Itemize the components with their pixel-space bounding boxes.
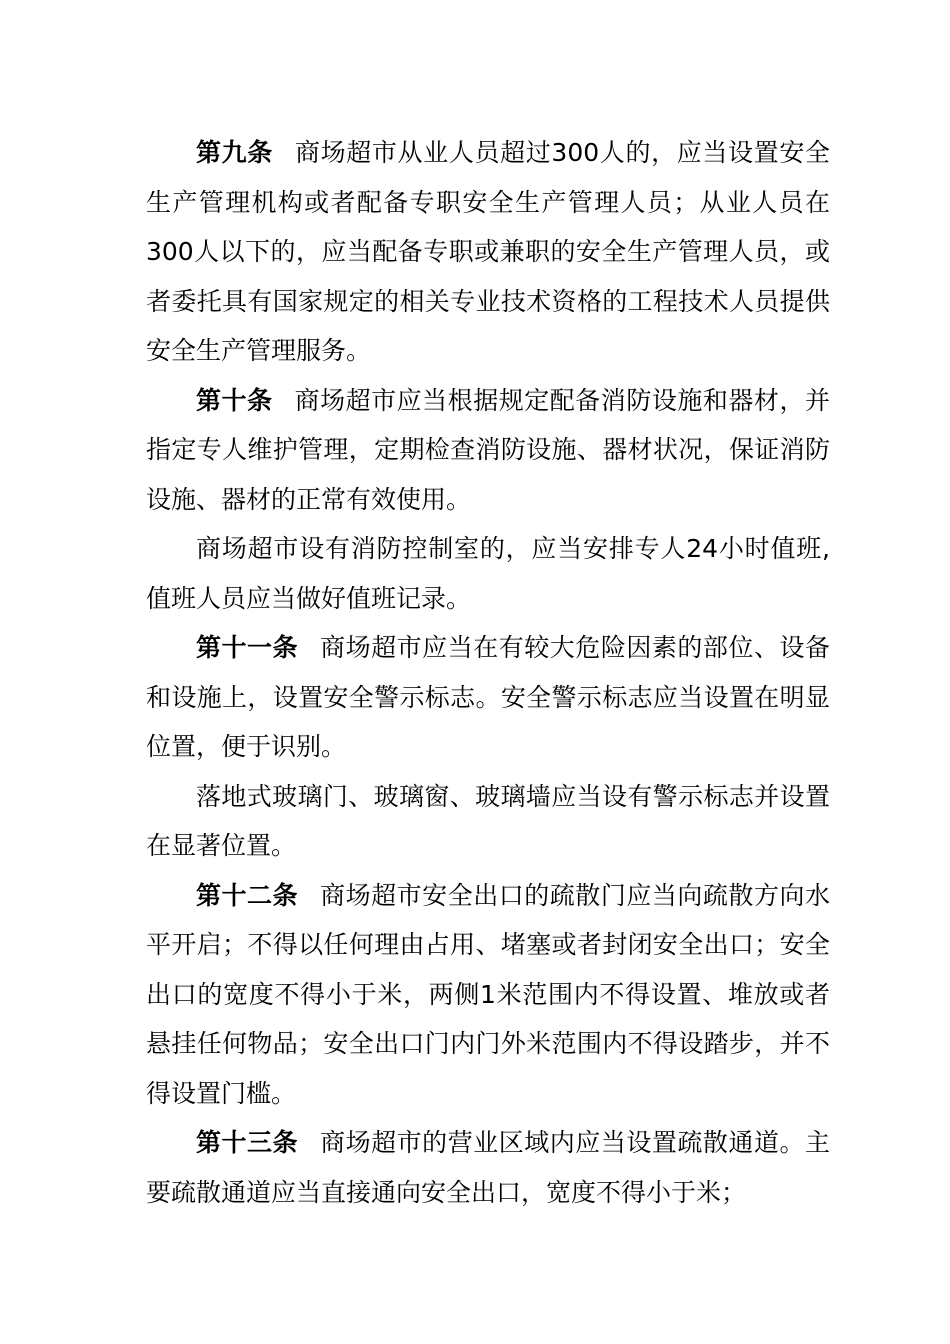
document-body <box>146 128 830 1217</box>
article-10-title: 第十条 <box>196 385 273 415</box>
article-11-title: 第十一条 <box>196 633 299 662</box>
article-11 <box>146 623 830 772</box>
article-9 <box>146 128 830 376</box>
article-12 <box>146 871 830 1119</box>
article-11-text: 商场超市应当在有较大危险因素的部位、设备和设施上，设置安全警示标志。安全警示标志应当设置在明显位置，便于识别。 <box>146 633 830 761</box>
article-13 <box>146 1118 830 1217</box>
article-12-text: 商场超市安全出口的疏散门应当向疏散方向水平开启；不得以任何理由占用、堵塞或者封闭安全出口；安全出口的宽度不得小于米，两侧1米范围内不得设置、堆放或者悬挂任何物品；安全出口门内门外米范围内不得设踏步，并不得设置门槛。 <box>146 880 830 1108</box>
article-13-title: 第十三条 <box>196 1128 299 1157</box>
article-12-title: 第十二条 <box>196 880 299 910</box>
article-10-extra: 商场超市设有消防控制室的，应当安排专人24小时值班,值班人员应当做好值班记录。 <box>146 534 830 613</box>
article-9-title: 第九条 <box>196 138 273 167</box>
article-13-text: 商场超市的营业区域内应当设置疏散通道。主要疏散通道应当直接通向安全出口，宽度不得小于米； <box>146 1128 830 1207</box>
article-11-extra: 落地式玻璃门、玻璃窗、玻璃墙应当设有警示标志并设置在显著位置。 <box>146 781 830 860</box>
article-10-text: 商场超市应当根据规定配备消防设施和器材，并指定专人维护管理，定期检查消防设施、器材状况，保证消防设施、器材的正常有效使用。 <box>146 385 830 514</box>
article-9-text: 商场超市从业人员超过300人的，应当设置安全生产管理机构或者配备专职安全生产管理人员；从业人员在300人以下的，应当配备专职或兼职的安全生产管理人员，或者委托具有国家规定的相关专业技术资格的工程技术人员提供安全生产管理服务。 <box>146 138 830 365</box>
article-10 <box>146 376 830 525</box>
